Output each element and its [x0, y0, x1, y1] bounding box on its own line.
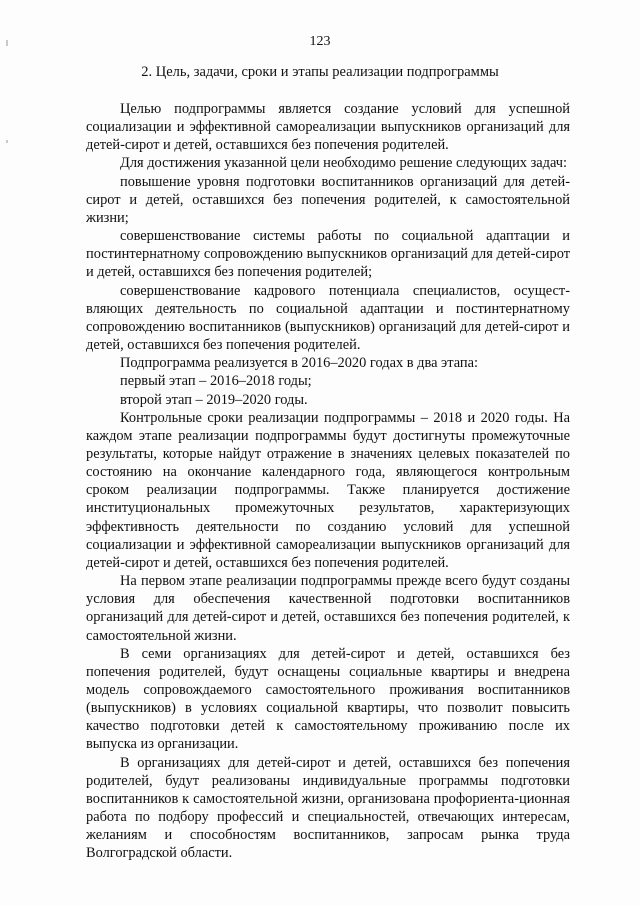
- body-text: [86, 100, 570, 863]
- paragraph-tasks-intro: Для достижения указанной цели необходимо решение следующих задач:: [120, 155, 568, 172]
- paragraph-goal: Целью подпрограммы является создание условий для успешной социализации и эффективной самореализации выпускников организаций для детей-сирот и детей, оставшихся без попечения родителей.: [86, 101, 570, 154]
- paragraph-individual-programs: В организациях для детей-сирот и детей, оставшихся без попечения родителей, будут реализованы индивидуальные программы подготовки воспитанников к самостоятельной жизни, организована профориента-ционная работа по подбору профессий и специальностей, отвечающих интересам, желаниям и способностям воспитанников, запросам рынка труда Волгоградской области.: [86, 754, 570, 862]
- section-heading: 2. Цель, задачи, сроки и этапы реализации подпрограммы: [141, 64, 499, 80]
- page-number: 123: [309, 34, 331, 49]
- paragraph-stage-2: второй этап – 2019–2020 годы.: [120, 391, 308, 408]
- paragraph-stage-1: первый этап – 2016–2018 годы;: [120, 373, 312, 390]
- paragraph-task-2: совершенствование системы работы по социальной адаптации и постинтернатному сопровождению выпускников организаций для детей-сирот и детей, оставшихся без попечения родителей;: [86, 228, 570, 281]
- paragraph-control-dates: Контрольные сроки реализации подпрограммы – 2018 и 2020 годы. На каждом этапе реализации подпрограммы будут достигнуты промежуточные результаты, которые найдут отражение в значениях целевых показателей по состоянию на окончание календарного года, являющегося контрольным сроком реализации подпрограммы. Также планируется достижение институциональных промежуточных результатов, характеризующих эффективность деятельности по созданию условий для успешной социализации и эффективной самореализации выпускников организаций для детей-сирот и детей, оставшихся без попечения родителей.: [86, 409, 570, 571]
- paragraph-social-apartments: В семи организациях для детей-сирот и детей, оставшихся без попечения родителей, будут оснащены социальные квартиры и внедрена модель сопровождаемого самостоятельного проживания воспитанников (выпускников) в условиях социальной квартиры, что позволит повысить качество подготовки детей к самостоятельному проживанию после их выпуска из организации.: [86, 645, 570, 753]
- paragraph-task-1: повышение уровня подготовки воспитанников организаций для детей-сирот и детей, оставшихся без попечения родителей, к самостоятельной жизни;: [86, 173, 570, 226]
- scan-margin-mark: [6, 140, 8, 143]
- paragraph-task-3: совершенствование кадрового потенциала специалистов, осущест-вляющих деятельность по социальной адаптации и постинтернатному сопровождению воспитанников (выпускников) организаций для детей-сирот и детей, оставшихся без попечения родителей.: [86, 282, 570, 354]
- paragraph-first-stage: На первом этапе реализации подпрограммы прежде всего будут созданы условия для обеспечения качественной подготовки воспитанников организаций для детей-сирот и детей, оставшихся без попечения родителей, к самостоятельной жизни.: [86, 573, 570, 644]
- paragraph-stages-intro: Подпрограмма реализуется в 2016–2020 годах в два этапа:: [120, 355, 478, 372]
